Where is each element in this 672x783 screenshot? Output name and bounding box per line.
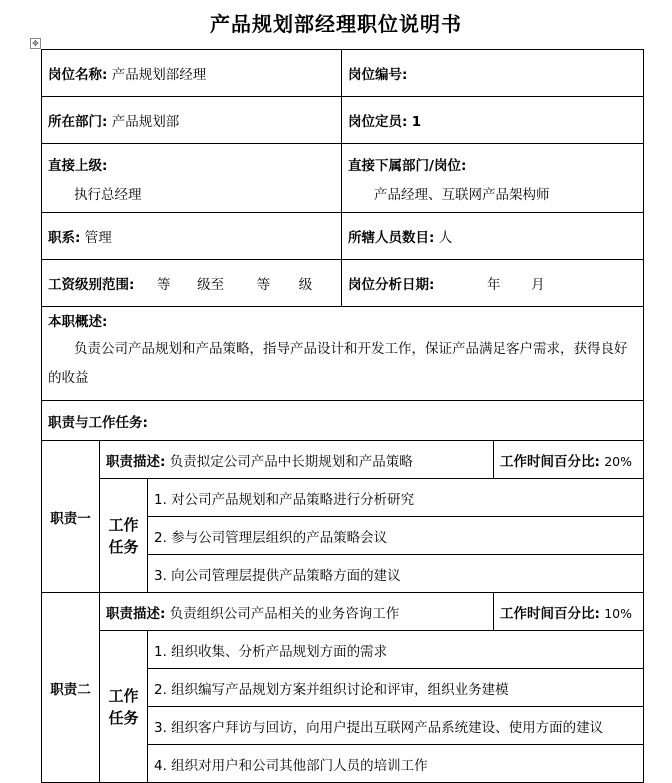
job-family-value: 管理 <box>84 230 112 246</box>
position-no-label: 岗位编号: <box>348 67 408 83</box>
duty-1-time-pct: 20% <box>604 453 633 469</box>
duty-1-desc: 负责拟定公司产品中长期规划和产品策略 <box>169 453 413 470</box>
headcount-cell <box>342 97 644 144</box>
salary-level-from: 等 <box>157 277 171 293</box>
duty-2-task-2: 2. 组织编写产品规划方案并组织讨论和评审，组织业务建模 <box>148 669 644 707</box>
position-name-label: 岗位名称: <box>48 67 108 83</box>
summary-cell <box>42 307 644 401</box>
duty-2-time-pct: 10% <box>604 605 633 621</box>
row-summary <box>42 307 644 401</box>
duty-1-desc-label: 职责描述: <box>106 453 166 470</box>
duty-1-task-label-line1: 工作 <box>108 515 139 534</box>
duty-2-task-label-line2: 任务 <box>108 708 139 727</box>
duty-2-desc: 负责组织公司产品相关的业务咨询工作 <box>169 605 400 622</box>
duty-2-desc-row <box>42 593 644 631</box>
row-salary <box>42 260 644 307</box>
summary-label: 本职概述: <box>48 314 108 330</box>
position-name-value: 产品规划部经理 <box>111 67 207 83</box>
analysis-date-cell <box>342 260 644 307</box>
duty-1-task-row <box>42 479 644 517</box>
duty-1-task-2: 2. 参与公司管理层组织的产品策略会议 <box>148 517 644 555</box>
duty-2-desc-cell <box>100 593 494 631</box>
salary-cell <box>42 260 342 307</box>
managed-count-label: 所辖人员数目: <box>348 230 435 246</box>
duty-2-task-label <box>100 631 148 783</box>
analysis-date-year: 年 <box>487 277 501 293</box>
duty-1-time-cell <box>494 441 644 479</box>
managed-count-cell <box>342 213 644 260</box>
duty-1-task-label-line2: 任务 <box>108 537 139 556</box>
department-value: 产品规划部 <box>111 114 180 130</box>
duty-1-task-1: 1. 对公司产品规划和产品策略进行分析研究 <box>148 479 644 517</box>
job-description-table <box>41 49 643 783</box>
superior-value: 执行总经理 <box>74 186 142 203</box>
duty-2-task-4: 4. 组织对用户和公司其他部门人员的培训工作 <box>148 745 644 783</box>
salary-level-end: 级 <box>298 277 313 293</box>
headcount-label: 岗位定员: <box>348 114 408 130</box>
salary-grade-to: 等 <box>256 277 271 293</box>
duty-2-time-cell <box>494 593 644 631</box>
move-handle-icon[interactable]: ✥ <box>30 38 41 49</box>
duty-2-task-row <box>42 631 644 669</box>
department-cell <box>42 97 342 144</box>
analysis-date-label: 岗位分析日期: <box>348 277 435 293</box>
job-family-label: 职系: <box>48 230 81 246</box>
subordinate-label: 直接下属部门/岗位: <box>348 157 467 174</box>
summary-text: 负责公司产品规划和产品策略，指导产品设计和开发工作，保证产品满足客户需求，获得良好的收益 <box>48 341 628 386</box>
duty-1-desc-cell <box>100 441 494 479</box>
duty-2-name: 职责二 <box>42 593 100 783</box>
duty-1-name: 职责一 <box>42 441 100 593</box>
duty-2-task-label-line1: 工作 <box>108 686 139 705</box>
position-name-cell <box>42 50 342 97</box>
superior-label: 直接上级: <box>48 157 108 174</box>
duty-2-time-label: 工作时间百分比: <box>500 605 600 622</box>
subordinate-cell <box>342 144 644 213</box>
duty-1-task-label <box>100 479 148 593</box>
row-position-name <box>42 50 644 97</box>
row-reporting <box>42 144 644 213</box>
headcount-value: 1 <box>411 114 422 130</box>
job-family-cell <box>42 213 342 260</box>
row-department <box>42 97 644 144</box>
row-duties-heading <box>42 401 644 441</box>
department-label: 所在部门: <box>48 114 108 130</box>
salary-level-to: 级至 <box>197 277 225 293</box>
duty-1-time-label: 工作时间百分比: <box>500 453 600 470</box>
duty-1-task-3: 3. 向公司管理层提供产品策略方面的建议 <box>148 555 644 593</box>
analysis-date-month: 月 <box>531 277 545 293</box>
subordinate-value: 产品经理、互联网产品架构师 <box>374 186 550 203</box>
superior-cell <box>42 144 342 213</box>
duty-1-desc-row <box>42 441 644 479</box>
document-title: 产品规划部经理职位说明书 <box>210 12 462 36</box>
duty-2-task-1: 1. 组织收集、分析产品规划方面的需求 <box>148 631 644 669</box>
duties-heading: 职责与工作任务: <box>42 401 644 441</box>
position-no-cell <box>342 50 644 97</box>
managed-count-value: 人 <box>438 230 453 246</box>
duty-2-desc-label: 职责描述: <box>106 605 166 622</box>
salary-label: 工资级别范围: <box>48 277 135 293</box>
duty-2-task-3: 3. 组织客户拜访与回访，向用户提出互联网产品系统建设、使用方面的建议 <box>148 707 644 745</box>
row-job-family <box>42 213 644 260</box>
